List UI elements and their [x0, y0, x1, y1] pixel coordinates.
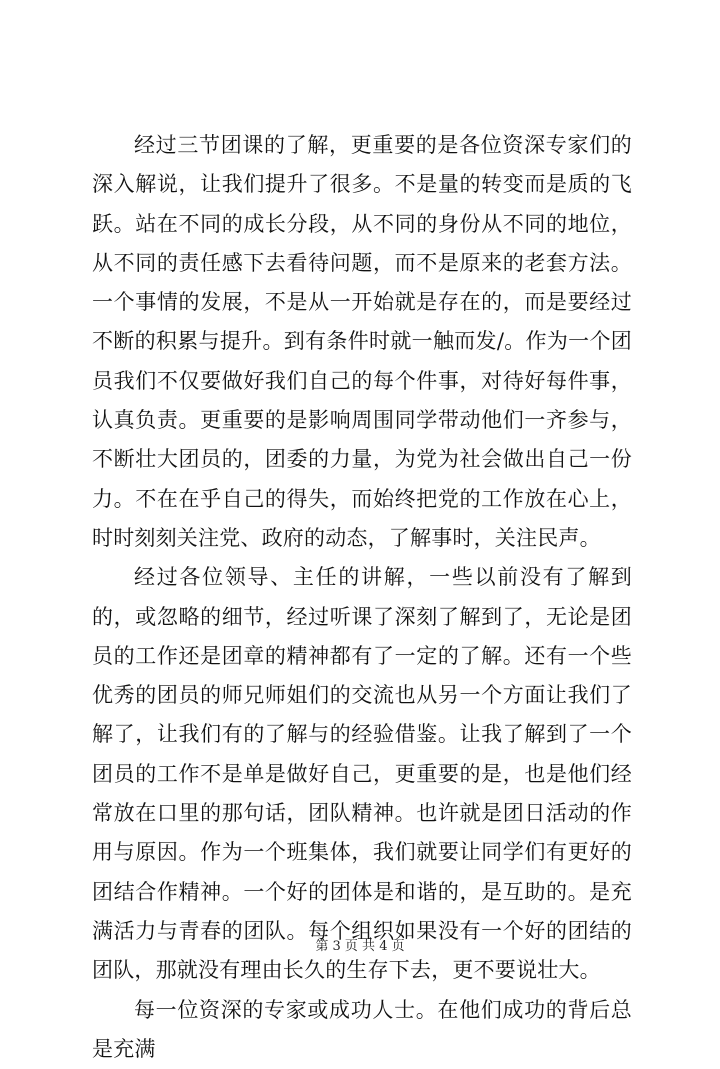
paragraph-1: 经过三节团课的了解，更重要的是各位资深专家们的深入解说，让我们提升了很多。不是量的转变而是质的飞跃。站在不同的成长分段，从不同的身份从不同的地位，从不同的责任感下去看待问题，而不是原来的老套方法。一个事情的发展，不是从一开始就是存在的，而是要经过不断的积累与提升。到有条件时就一触而发/。作为一个团员我们不仅要做好我们自己的每个件事，对待好每件事，认真负责。更重要的是影响周围同学带动他们一齐参与，不断壮大团员的，团委的力量，为党为社会做出自己一份力。不在在乎自己的得失，而始终把党的工作放在心上，时时刻刻关注党、政府的动态，了解事时，关注民声。 [92, 133, 632, 550]
paragraph-2: 经过各位领导、主任的讲解，一些以前没有了解到的，或忽略的细节，经过听课了深刻了解到了，无论是团员的工作还是团章的精神都有了一定的了解。还有一个些优秀的团员的师兄师姐们的交流也从另一个方面让我们了解了，让我们有的了解与的经验借鉴。让我了解到了一个团员的工作不是单是做好自己，更重要的是，也是他们经常放在口里的那句话，团队精神。也许就是团日活动的作用与原因。作为一个班集体，我们就要让同学们有更好的团结合作精神。一个好的团体是和谐的，是互助的。是充满活力与青春的团队。每个组织如果没有一个好的团结的团队，那就没有理由长久的生存下去，更不要说壮大。 [92, 565, 632, 983]
paragraph-3: 每一位资深的专家或成功人士。在他们成功的背后总是充满 [92, 997, 632, 1061]
page-footer: 第 3 页 共 4 页 [315, 939, 405, 954]
document-body [92, 126, 632, 1069]
